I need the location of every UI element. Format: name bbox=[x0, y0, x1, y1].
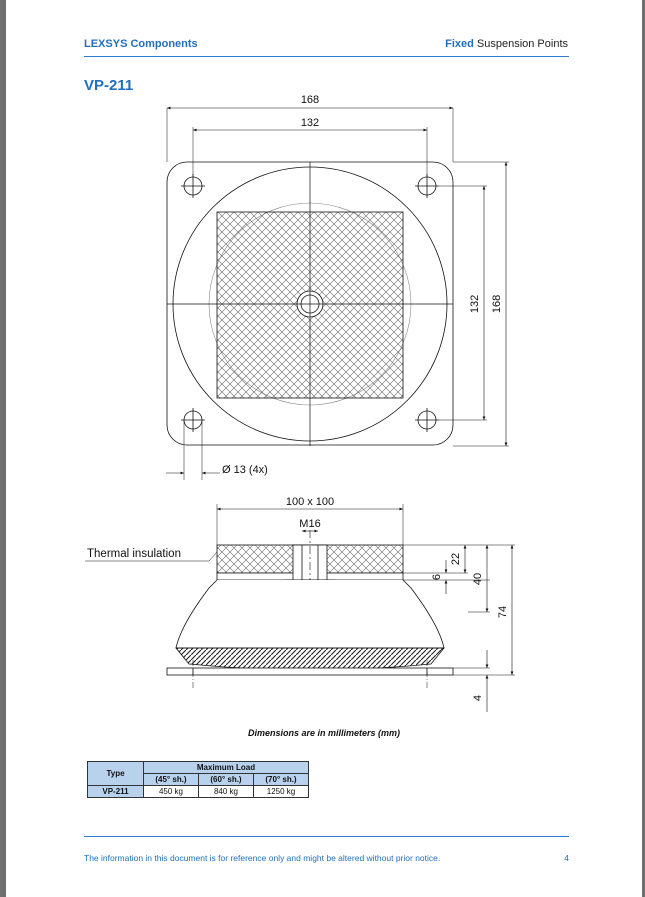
row-type: VP-211 bbox=[88, 786, 144, 798]
footer-rule bbox=[84, 836, 569, 837]
row-load-70: 1250 kg bbox=[254, 786, 309, 798]
dim-40: 40 bbox=[472, 572, 484, 586]
rubber-base-band bbox=[176, 648, 444, 670]
dim-4: 4 bbox=[472, 694, 484, 702]
dim-hole-spacing-width: 132 bbox=[300, 117, 320, 129]
dimensions-caption: Dimensions are in millimeters (mm) bbox=[247, 728, 401, 738]
top-view bbox=[166, 108, 509, 480]
section-title-rest: Suspension Points bbox=[473, 38, 568, 50]
page-number: 4 bbox=[564, 853, 569, 863]
label-thermal-insulation: Thermal insulation bbox=[87, 548, 181, 560]
dim-74: 74 bbox=[497, 605, 509, 619]
dim-6: 6 bbox=[431, 573, 443, 581]
brand-name: LEXSYS Components bbox=[84, 38, 198, 50]
footer-notice: The information in this document is for reference only and might be altered without prior notice. bbox=[84, 853, 441, 863]
col-type: Type bbox=[88, 762, 144, 786]
col-70-shore: (70° sh.) bbox=[254, 774, 309, 786]
col-45-shore: (45° sh.) bbox=[144, 774, 199, 786]
rubber-body-side bbox=[176, 580, 444, 648]
dim-22: 22 bbox=[450, 552, 462, 566]
model-title: VP-211 bbox=[84, 77, 134, 94]
dim-plate-size: 100 x 100 bbox=[285, 496, 335, 508]
dim-thread: M16 bbox=[299, 518, 321, 530]
side-view bbox=[85, 504, 515, 712]
row-load-60: 840 kg bbox=[199, 786, 254, 798]
document-page bbox=[6, 0, 642, 897]
dim-hole-diameter: Ø 13 (4x) bbox=[222, 464, 268, 476]
dim-overall-height: 168 bbox=[491, 294, 503, 314]
dim-overall-width: 168 bbox=[300, 94, 320, 106]
load-table bbox=[87, 761, 309, 798]
dim-hole-spacing-height: 132 bbox=[469, 294, 481, 314]
base-plate-side bbox=[167, 668, 453, 675]
section-title-accent: Fixed bbox=[445, 38, 474, 50]
col-max-load: Maximum Load bbox=[144, 762, 309, 774]
table-row bbox=[88, 786, 309, 798]
row-load-45: 450 kg bbox=[144, 786, 199, 798]
col-60-shore: (60° sh.) bbox=[199, 774, 254, 786]
